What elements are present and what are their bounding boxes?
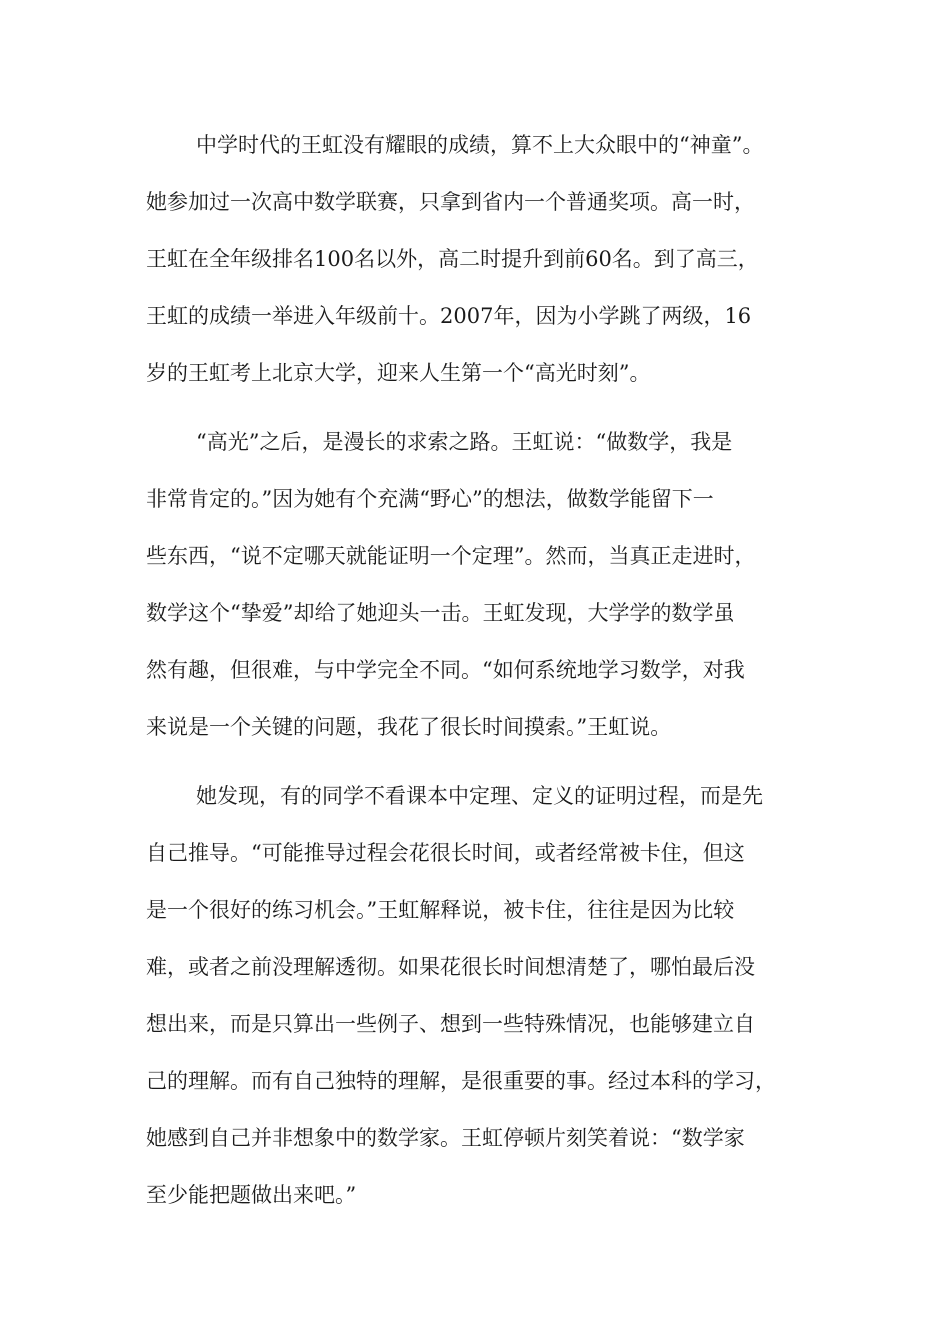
paragraph-3-line-6: 己的理解。而有自己独特的理解，是很重要的事。经过本科的学习， <box>146 1069 776 1093</box>
paragraph-1-line-5: 岁的王虹考上北京大学，迎来人生第一个“高光时刻”。 <box>146 361 651 385</box>
paragraph-1-line-1: 中学时代的王虹没有耀眼的成绩，算不上大众眼中的“神童”。 <box>196 133 764 157</box>
paragraph-2-line-4: 数学这个“挚爱”却给了她迎头一击。王虹发现，大学学的数学虽 <box>146 601 735 625</box>
paragraph-2-line-5: 然有趣，但很难，与中学完全不同。“如何系统地学习数学，对我 <box>146 658 745 682</box>
paragraph-3-line-2: 自己推导。“可能推导过程会花很长时间，或者经常被卡住，但这 <box>146 841 745 865</box>
paragraph-1-line-2: 她参加过一次高中数学联赛，只拿到省内一个普通奖项。高一时， <box>146 190 755 214</box>
paragraph-3-line-5: 想出来，而是只算出一些例子、想到一些特殊情况，也能够建立自 <box>146 1012 755 1036</box>
paragraph-3-line-4: 难，或者之前没理解透彻。如果花很长时间想清楚了，哪怕最后没 <box>146 955 755 979</box>
paragraph-3-line-3: 是一个很好的练习机会。”王虹解释说，被卡住，往往是因为比较 <box>146 898 735 922</box>
paragraph-3-line-7: 她感到自己并非想象中的数学家。王虹停顿片刻笑着说：“数学家 <box>146 1126 745 1150</box>
paragraph-3-line-8: 至少能把题做出来吧。” <box>146 1183 357 1207</box>
paragraph-2-line-2: 非常肯定的。”因为她有个充满“野心”的想法，做数学能留下一 <box>146 487 714 511</box>
paragraph-1-line-3: 王虹在全年级排名100名以外，高二时提升到前60名。到了高三， <box>146 247 759 271</box>
paragraph-2-line-1: “高光”之后，是漫长的求索之路。王虹说：“做数学，我是 <box>196 430 733 454</box>
paragraph-1-line-4: 王虹的成绩一举进入年级前十。2007年，因为小学跳了两级，16 <box>146 304 752 328</box>
paragraph-2-line-6: 来说是一个关键的问题，我花了很长时间摸索。”王虹说。 <box>146 715 672 739</box>
paragraph-3-line-1: 她发现，有的同学不看课本中定理、定义的证明过程，而是先 <box>196 784 763 808</box>
paragraph-2-line-3: 些东西，“说不定哪天就能证明一个定理”。然而，当真正走进时， <box>146 544 756 568</box>
